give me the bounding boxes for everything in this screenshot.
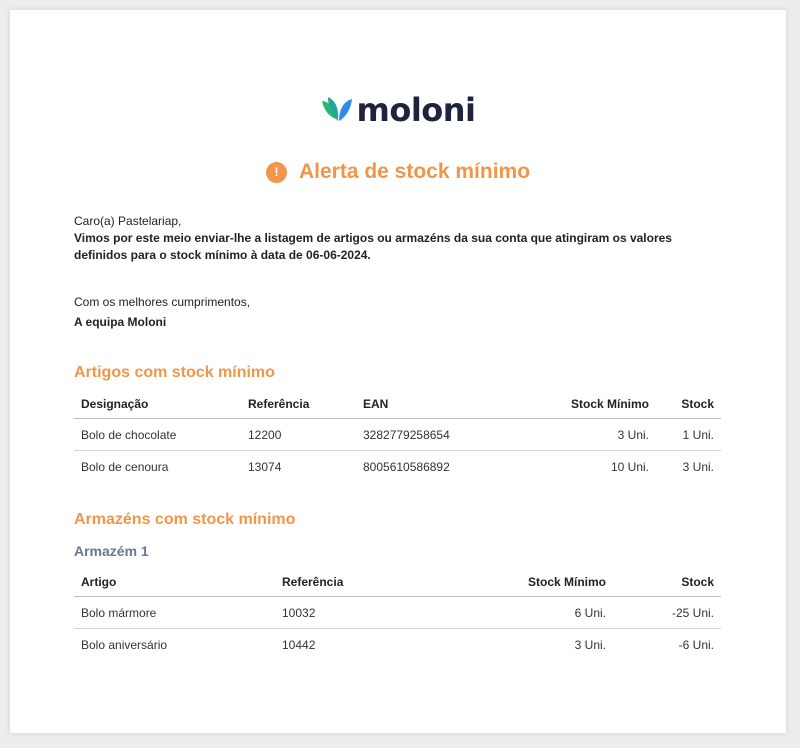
email-card	[10, 10, 786, 733]
articles-table	[74, 390, 721, 482]
cell: 13074	[248, 459, 282, 474]
table-row	[74, 451, 721, 483]
intro-text: Vimos por este meio enviar-lhe a listagem de artigos ou armazéns da sua conta que atingiram os valores definidos para o stock mínimo à data de 06-06-2024.	[74, 231, 672, 262]
cell: 10 Uni.	[610, 459, 649, 474]
col-header: Referência	[241, 390, 356, 419]
col-header: Referência	[275, 568, 429, 597]
alert-title: Alerta de stock mínimo	[298, 160, 531, 183]
col-header: Designação	[74, 390, 241, 419]
cell: Bolo de chocolate	[74, 419, 241, 451]
warehouse-name: Armazém 1	[74, 543, 149, 559]
cell: 12200	[241, 419, 356, 451]
col-header: EAN	[356, 390, 500, 419]
cell: 10032	[275, 597, 429, 629]
cell: 10442	[282, 637, 316, 652]
cell: 6 Uni.	[429, 597, 613, 629]
col-header: Artigo	[74, 568, 275, 597]
cell: -6 Uni.	[678, 637, 714, 652]
logo-text: moloni	[356, 91, 476, 129]
greeting: Caro(a) Pastelariap,	[74, 214, 182, 228]
closing: Com os melhores cumprimentos,	[74, 295, 251, 309]
cell: Bolo mármore	[74, 597, 275, 629]
cell: Bolo de cenoura	[81, 459, 169, 474]
exclamation-icon: !	[266, 162, 287, 183]
table-row	[74, 597, 721, 629]
table-row	[74, 629, 721, 661]
message-closing	[74, 294, 714, 331]
cell: 3 Uni.	[574, 637, 606, 652]
cell: 8005610586892	[363, 459, 450, 474]
alert-heading	[10, 160, 786, 184]
col-header: Stock	[656, 390, 721, 419]
cell: Bolo aniversário	[81, 637, 168, 652]
signature: A equipa Moloni	[74, 315, 167, 329]
table-header-row	[74, 390, 721, 419]
cell: -25 Uni.	[613, 597, 721, 629]
cell: 3 Uni.	[500, 419, 656, 451]
articles-section-title: Artigos com stock mínimo	[74, 364, 275, 381]
message-body	[74, 213, 714, 264]
warehouses-table	[74, 568, 721, 660]
cell: 3282779258654	[356, 419, 500, 451]
col-header: Stock	[613, 568, 721, 597]
logo-butterfly-icon	[320, 95, 354, 125]
col-header: Stock Mínimo	[500, 390, 656, 419]
table-row	[74, 419, 721, 451]
warehouses-section-title: Armazéns com stock mínimo	[74, 511, 296, 528]
cell: 1 Uni.	[656, 419, 721, 451]
moloni-logo	[10, 90, 786, 130]
table-header-row	[74, 568, 721, 597]
cell: 3 Uni.	[682, 459, 714, 474]
col-header: Stock Mínimo	[429, 568, 613, 597]
